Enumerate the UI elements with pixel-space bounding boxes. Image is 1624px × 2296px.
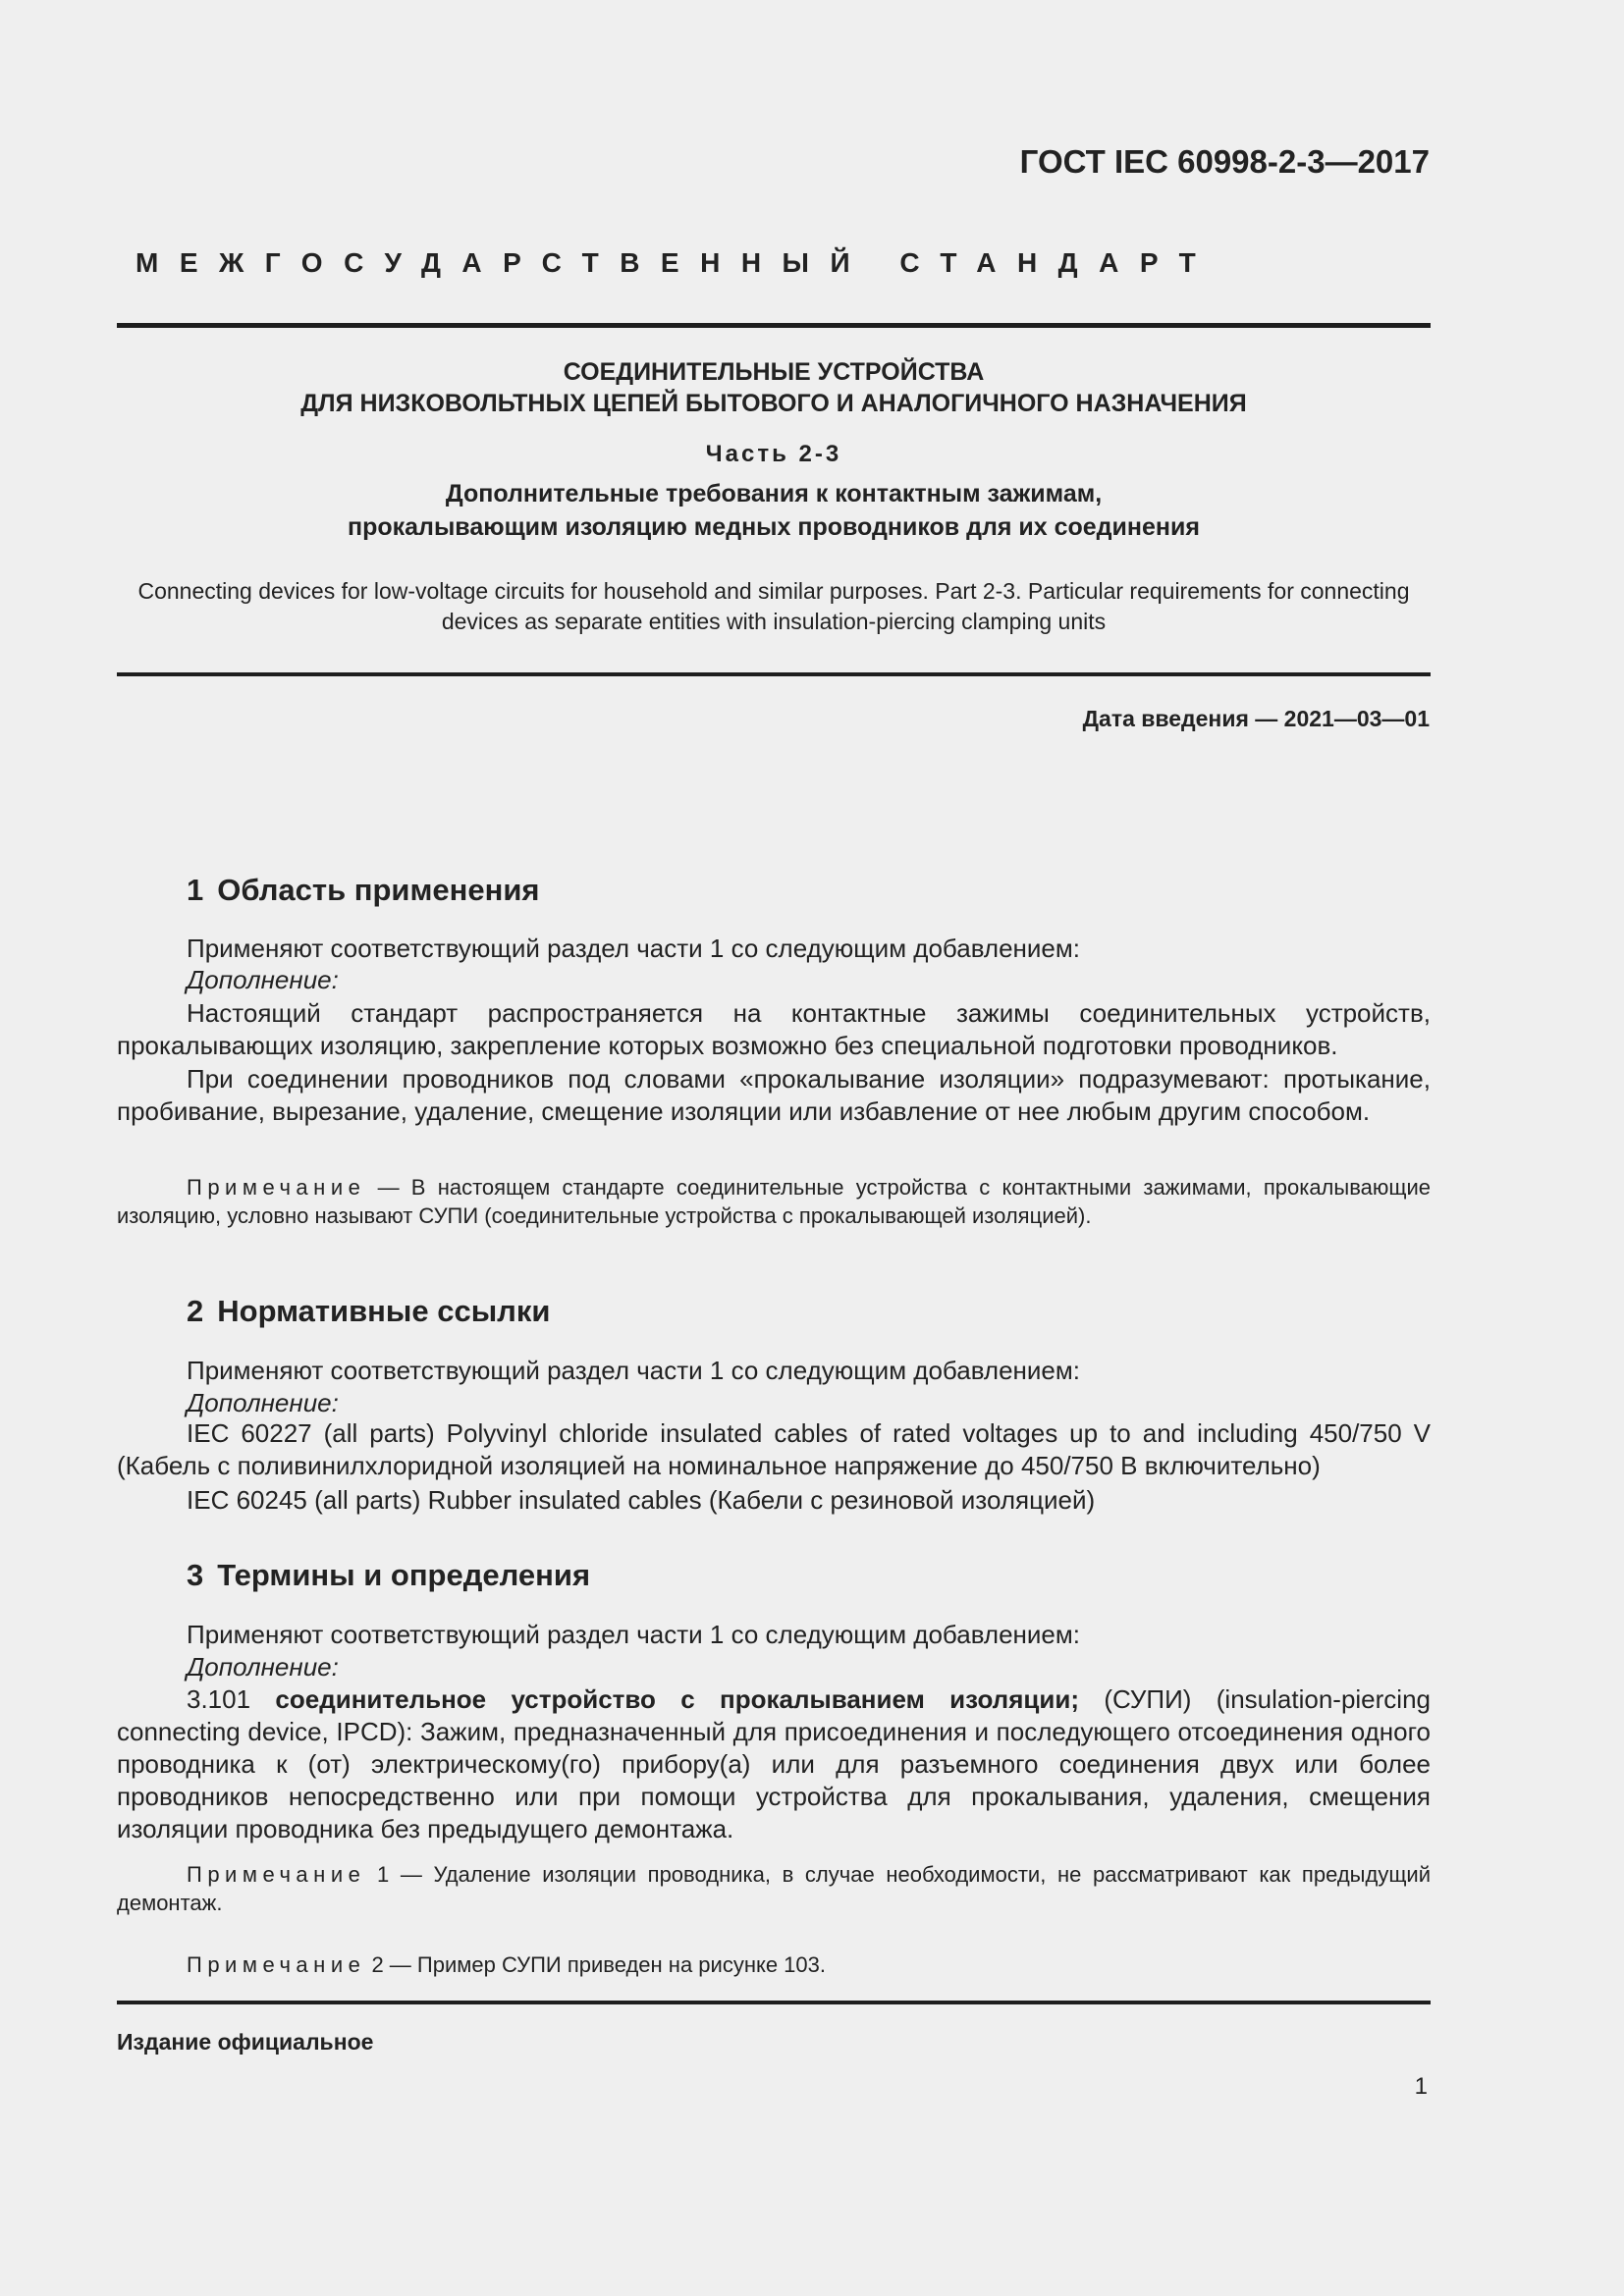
title-line-2: ДЛЯ НИЗКОВОЛЬТНЫХ ЦЕПЕЙ БЫТОВОГО И АНАЛОГИЧНОГО НАЗНАЧЕНИЯ	[300, 390, 1247, 417]
header-rule	[117, 323, 1431, 328]
section-1-number: 1	[187, 873, 204, 907]
section-2-title: Нормативные ссылки	[217, 1294, 551, 1328]
section-3-heading	[187, 1558, 590, 1593]
introduction-date: Дата введения — 2021—03—01	[1082, 706, 1430, 731]
section-2-number: 2	[187, 1294, 204, 1328]
section-3-number: 3	[187, 1558, 204, 1592]
page-number: 1	[1414, 2073, 1428, 2100]
note-1-label: Примечание	[187, 1862, 366, 1887]
subtitle-line-1: Дополнительные требования к контактным зажимам,	[445, 480, 1103, 507]
section-1-paragraph-scope: Настоящий стандарт распространяется на контактные зажимы соединительных устройств, прокалывающих изоляцию, закрепление которых возможно без специальной подготовки проводников.	[117, 998, 1431, 1060]
section-1-paragraph-piercing: При соединении проводников под словами «прокалывание изоляции» подразумевают: протыкание, пробивание, вырезание, удаление, смещение изоляции или избавление от нее любым другим способом.	[117, 1064, 1431, 1126]
section-2-intro: Применяют соответствующий раздел части 1 со следующим добавлением:	[187, 1356, 1080, 1385]
section-3-note-1	[117, 1860, 1431, 1917]
section-3-intro: Применяют соответствующий раздел части 1 со следующим добавлением:	[187, 1620, 1080, 1649]
note-1-text: 1 — Удаление изоляции проводника, в случае необходимости, не рассматривают как предыдущий демонтаж.	[117, 1862, 1431, 1915]
section-2-addition-label: Дополнение:	[187, 1388, 339, 1417]
note-2-label: Примечание	[187, 1952, 366, 1977]
subtitle-line-2: прокалывающим изоляцию медных проводников для их соединения	[348, 513, 1200, 541]
english-title: Connecting devices for low-voltage circuits for household and similar purposes. Part 2-3. Particular requirements for connecting devices as separate entities with insulation-piercing clamping units	[137, 578, 1410, 634]
section-1-intro: Применяют соответствующий раздел части 1 со следующим добавлением:	[187, 934, 1080, 963]
standard-type-heading: МЕЖГОСУДАРСТВЕННЫЙ СТАНДАРТ	[135, 247, 1218, 278]
section-2-heading	[187, 1294, 550, 1329]
term-definition-3-101	[117, 1683, 1431, 1845]
term-name: соединительное устройство с прокалыванием изоляции;	[275, 1684, 1079, 1714]
section-1-title: Область применения	[217, 873, 540, 907]
reference-iec-60245: IEC 60245 (all parts) Rubber insulated cables (Кабели с резиновой изоляцией)	[187, 1485, 1096, 1515]
gost-code: ГОСТ IEC 60998-2-3—2017	[1019, 143, 1430, 180]
note-text: — В настоящем стандарте соединительные устройства с контактными зажимами, прокалывающие изоляцию, условно называют СУПИ (соединительные устройства с прокалывающей изоляцией).	[117, 1175, 1431, 1228]
title-rule	[117, 672, 1431, 676]
note-label: Примечание	[187, 1175, 366, 1200]
note-2-text: 2 — Пример СУПИ приведен на рисунке 103.	[365, 1952, 827, 1977]
part-label: Часть 2-3	[705, 441, 842, 467]
section-3-addition-label: Дополнение:	[187, 1652, 339, 1682]
section-1-addition-label: Дополнение:	[187, 965, 339, 994]
official-edition-label: Издание официальное	[117, 2029, 374, 2055]
term-number: 3.101	[187, 1684, 276, 1714]
title-line-1: СОЕДИНИТЕЛЬНЫЕ УСТРОЙСТВА	[563, 358, 985, 386]
footer-rule	[117, 2001, 1431, 2004]
reference-iec-60227: IEC 60227 (all parts) Polyvinyl chloride insulated cables of rated voltages up to and including 450/750 V (Кабель с поливинилхлоридной изоляцией на номинальное напряжение до 450/750 В включительно)	[117, 1418, 1431, 1480]
section-3-title: Термины и определения	[217, 1558, 591, 1592]
term-definition-text: (СУПИ) (insulation-piercing connecting device, IPCD): Зажим, предназначенный для присоединения и последующего отсоединения одного проводника к (от) электрическому(го) прибору(а) или для разъемного соединения двух или более проводников непосредственно или при помощи устройства для прокалывания, удаления, смещения изоляции проводника без предыдущего демонтажа.	[117, 1684, 1431, 1843]
section-3-note-2	[117, 1950, 1431, 1979]
section-1-heading	[187, 873, 540, 908]
section-1-note	[117, 1173, 1431, 1230]
